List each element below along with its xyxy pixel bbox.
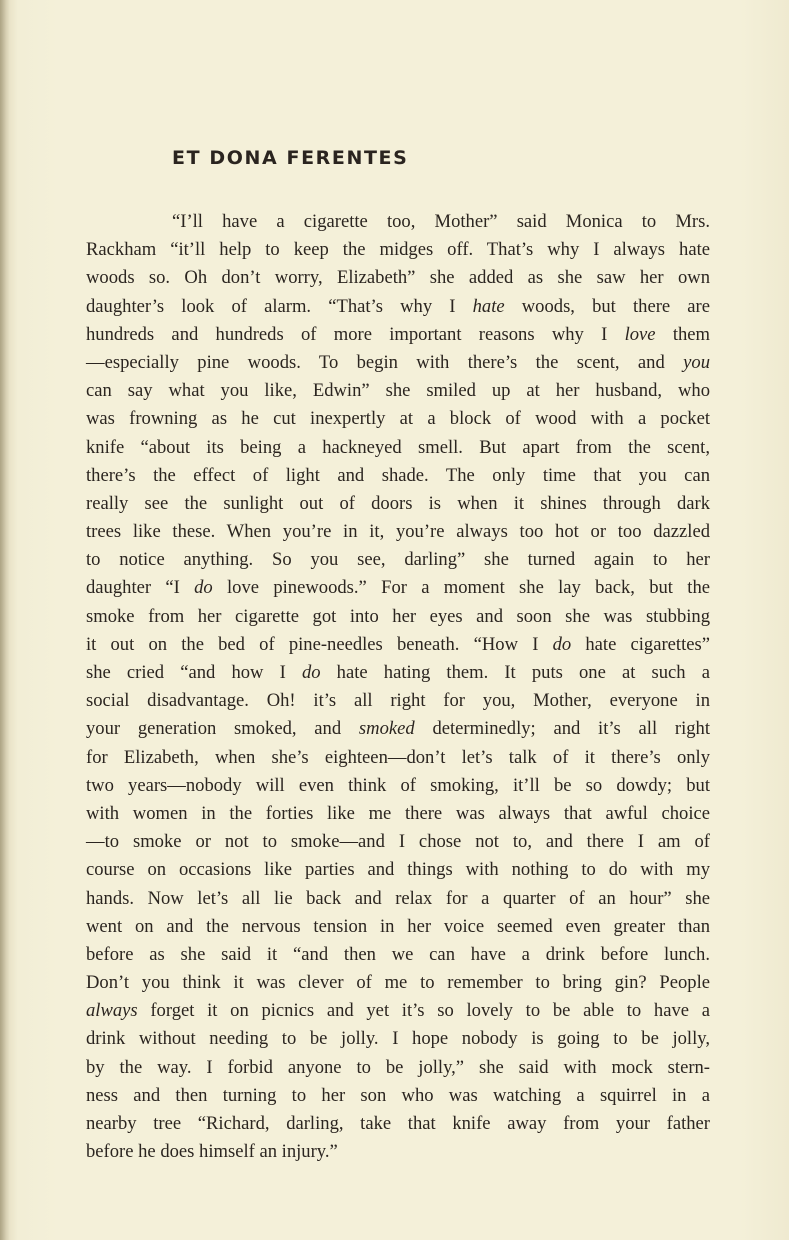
text-line — [86, 293, 710, 321]
text-segment: social disadvantage. Oh! it’s all right for you, Mother, everyone in — [86, 690, 710, 712]
text-segment: can say what you like, Edwin” she smiled up at her husband, who — [86, 380, 710, 402]
text-segment: daughter’s look of alarm. “That’s why I — [86, 295, 473, 317]
text-segment: before he does himself an injury.” — [86, 1141, 338, 1163]
body-text — [86, 208, 710, 1166]
text-line — [86, 1082, 710, 1110]
text-segment: love pinewoods.” For a moment she lay back, but the — [212, 577, 710, 599]
text-line — [86, 744, 710, 772]
text-line — [86, 546, 710, 574]
text-segment: two years—nobody will even think of smoking, it’ll be so dowdy; but — [86, 774, 710, 796]
text-segment: it out on the bed of pine-needles beneath. “How I — [86, 633, 553, 655]
text-line — [86, 405, 710, 433]
text-segment: before as she said it “and then we can have a drink before lunch. — [86, 943, 710, 965]
text-segment: nearby tree “Richard, darling, take that knife away from your father — [86, 1113, 710, 1134]
text-line — [86, 603, 710, 631]
text-line — [86, 800, 710, 828]
text-segment: “I’ll have a cigarette too, Mother” said Monica to Mrs. — [172, 211, 710, 232]
italic-text: do — [552, 633, 572, 655]
text-segment: hands. Now let’s all lie back and relax for a quarter of an hour” she — [86, 887, 710, 909]
text-line — [86, 687, 710, 715]
text-line — [86, 1054, 710, 1082]
italic-text: do — [301, 662, 321, 683]
text-segment: hundreds and hundreds of more important reasons why I — [86, 323, 625, 345]
italic-text: always — [86, 1000, 138, 1022]
text-segment: ness and then turning to her son who was watching a squirrel in a — [86, 1084, 710, 1106]
text-line — [86, 434, 710, 462]
text-segment: woods so. Oh don’t worry, Elizabeth” she added as she saw her own — [86, 267, 710, 289]
text-line — [86, 715, 710, 743]
text-segment: Don’t you think it was clever of me to remember to bring gin? People — [86, 972, 710, 994]
text-line — [86, 518, 710, 546]
text-segment: knife “about its being a hackneyed smell. But apart from the scent, — [86, 436, 710, 458]
text-line — [86, 321, 710, 349]
text-segment: was frowning as he cut inexpertly at a block of wood with a pocket — [86, 408, 710, 430]
text-line — [86, 236, 710, 264]
text-line — [86, 377, 710, 405]
text-segment: for Elizabeth, when she’s eighteen—don’t let’s talk of it there’s only — [86, 746, 710, 768]
text-segment: them — [655, 323, 710, 345]
page-spine-shadow — [0, 0, 10, 1240]
text-line — [86, 856, 710, 884]
italic-text: smoked — [358, 718, 415, 740]
text-line — [86, 264, 710, 292]
text-line — [86, 885, 710, 913]
text-line — [86, 349, 710, 377]
text-segment: by the way. I forbid anyone to be jolly,” she said with mock stern- — [86, 1056, 710, 1078]
text-line — [86, 631, 710, 659]
text-line — [86, 208, 710, 236]
text-line — [86, 1110, 710, 1138]
text-line — [86, 913, 710, 941]
text-segment: to notice anything. So you see, darling” she turned again to her — [86, 549, 710, 571]
text-line — [86, 828, 710, 856]
text-segment: hate hating them. It puts one at such a — [320, 662, 710, 683]
italic-text: do — [194, 577, 213, 599]
text-line — [86, 490, 710, 518]
text-line — [86, 772, 710, 800]
text-line — [86, 969, 710, 997]
text-segment: daughter “I — [86, 577, 195, 599]
text-segment: woods, but there are — [504, 295, 710, 317]
text-segment: drink without needing to be jolly. I hope nobody is going to be jolly, — [86, 1028, 710, 1050]
italic-text: love — [624, 323, 656, 345]
text-segment: determinedly; and it’s all right — [414, 718, 711, 740]
text-segment: —to smoke or not to smoke—and I chose not to, and there I am of — [86, 831, 710, 853]
text-segment: forget it on picnics and yet it’s so lovely to be able to have a — [137, 1000, 710, 1022]
text-segment: she cried “and how I — [86, 662, 302, 683]
text-line — [86, 462, 710, 490]
italic-text: you — [683, 351, 710, 373]
italic-text: hate — [472, 295, 505, 317]
text-line — [86, 1025, 710, 1053]
text-segment: —especially pine woods. To begin with there’s the scent, and — [86, 351, 684, 373]
text-line — [86, 997, 710, 1025]
text-line — [86, 941, 710, 969]
text-segment: there’s the effect of light and shade. The only time that you can — [86, 464, 710, 486]
text-segment: Rackham “it’ll help to keep the midges off. That’s why I always hate — [86, 239, 710, 261]
text-segment: hate cigarettes” — [571, 633, 710, 655]
text-segment: went on and the nervous tension in her voice seemed even greater than — [86, 915, 710, 937]
text-segment: your generation smoked, and — [86, 718, 359, 740]
text-line — [86, 1138, 710, 1166]
text-segment: really see the sunlight out of doors is when it shines through dark — [86, 492, 710, 514]
text-line — [86, 659, 710, 687]
chapter-heading: ET DONA FERENTES — [172, 147, 409, 169]
text-segment: course on occasions like parties and things with nothing to do with my — [86, 859, 710, 881]
text-segment: smoke from her cigarette got into her eyes and soon she was stubbing — [86, 605, 710, 627]
text-segment: trees like these. When you’re in it, you’re always too hot or too dazzled — [86, 521, 710, 543]
text-segment: with women in the forties like me there was always that awful choice — [86, 802, 710, 824]
text-line — [86, 574, 710, 602]
